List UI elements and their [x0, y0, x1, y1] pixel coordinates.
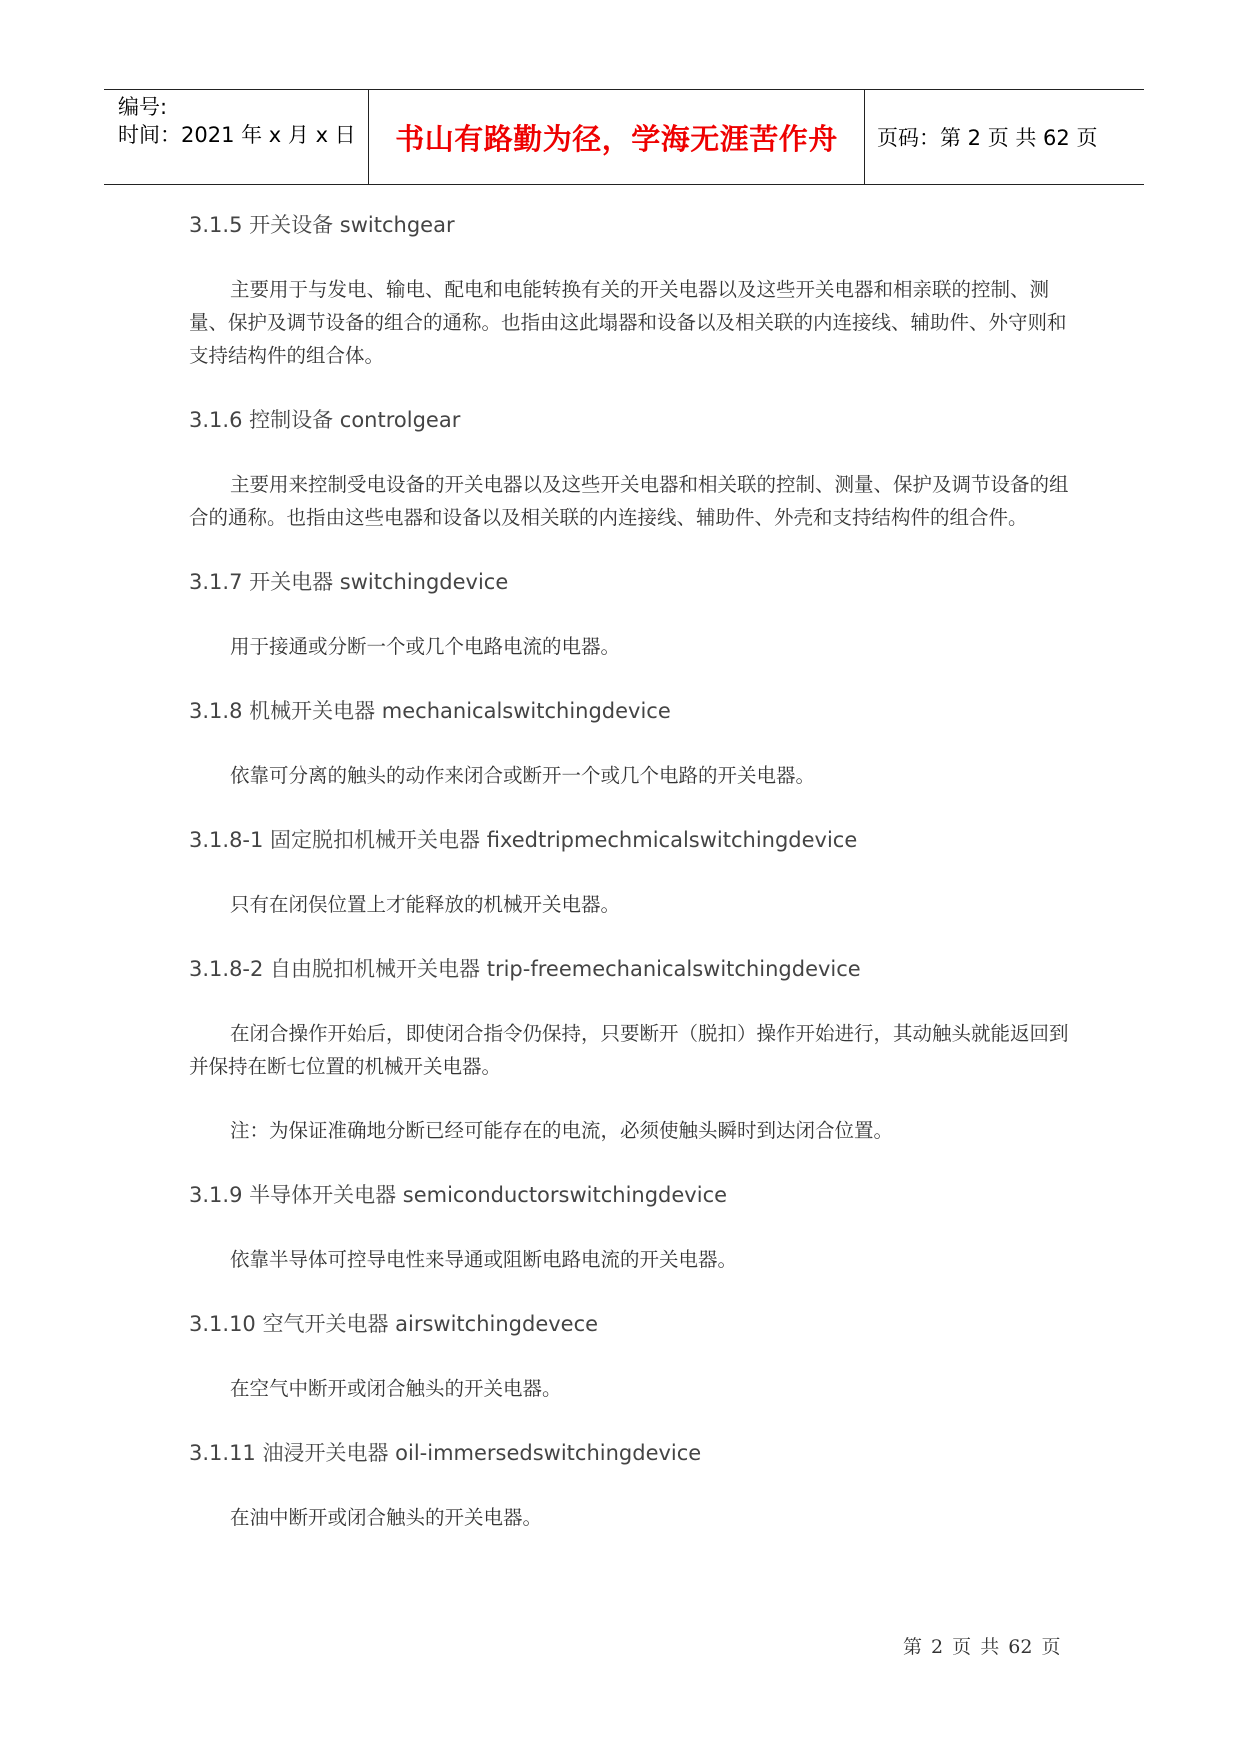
page-footer: 第 2 页 共 62 页 [903, 1636, 1061, 1658]
paragraph: 只有在闭俣位置上才能释放的机械开关电器。 [230, 893, 621, 916]
section-heading: 3.1.11 油浸开关电器 oil-immersedswitchingdevice [189, 1441, 702, 1465]
section-heading: 3.1.8 机械开关电器 mechanicalswitchingdevice [189, 699, 671, 723]
document-header [104, 89, 1144, 185]
section-heading: 3.1.6 控制设备 controlgear [189, 408, 461, 432]
paragraph: 依靠可分离的触头的动作来闭合或断开一个或几个电路的开关电器。 [230, 764, 816, 787]
paragraph: 依靠半导体可控导电性来导通或阻断电路电流的开关电器。 [230, 1248, 738, 1271]
header-motto-cell [368, 90, 865, 184]
paragraph: 在空气中断开或闭合触头的开关电器。 [230, 1377, 562, 1400]
header-meta-cell [104, 90, 368, 184]
section-heading: 3.1.8-1 固定脱扣机械开关电器 fixedtripmechmicalswitchingdevice [189, 828, 858, 852]
paragraph: 主要用于与发电、输电、配电和电能转换有关的开关电器以及这些开关电器和相亲联的控制、测量、保护及调节设备的组合的通称。也指由这此塌器和设备以及相关联的内连接线、辅助件、外守则和支持结构件的组合体。 [189, 278, 1067, 367]
section [189, 823, 1069, 952]
document-body [189, 208, 1069, 1534]
section [189, 208, 1069, 403]
paragraph: 主要用来控制受电设备的开关电器以及这些开关电器和相关联的控制、测量、保护及调节设备的组合的通称。也指由这些电器和设备以及相关联的内连接线、辅助件、外壳和支持结构件的组合件。 [189, 473, 1069, 529]
paragraph: 用于接通或分断一个或几个电路电流的电器。 [230, 635, 621, 658]
section-heading: 3.1.7 开关电器 switchingdevice [189, 570, 509, 594]
section [189, 952, 1069, 1178]
section-heading: 3.1.8-2 自由脱扣机械开关电器 trip-freemechanicalswitchingdevice [189, 957, 861, 981]
header-page-cell [865, 90, 1144, 184]
time-label: 时间：2021 年 x 月 x 日 [118, 123, 356, 147]
paragraph: 在闭合操作开始后，即使闭合指令仍保持，只要断开（脱扣）操作开始进行，其动触头就能返回到并保持在断七位置的机械开关电器。 [189, 1022, 1069, 1078]
section [189, 1307, 1069, 1436]
note-paragraph: 注：为保证准确地分断已经可能存在的电流，必须使触头瞬时到达闭合位置。 [230, 1119, 894, 1142]
header-page-code: 页码：第 2 页 共 62 页 [877, 126, 1098, 150]
section [189, 694, 1069, 823]
section-heading: 3.1.5 开关设备 switchgear [189, 213, 455, 237]
section [189, 565, 1069, 694]
section-heading: 3.1.9 半导体开关电器 semiconductorswitchingdevice [189, 1183, 728, 1207]
header-motto: 书山有路勤为径，学海无涯苦作舟 [395, 121, 838, 156]
section [189, 1436, 1069, 1534]
paragraph: 在油中断开或闭合触头的开关电器。 [230, 1506, 543, 1529]
section [189, 1178, 1069, 1307]
number-label: 编号: [118, 95, 168, 119]
section-heading: 3.1.10 空气开关电器 airswitchingdevece [189, 1312, 599, 1336]
section [189, 403, 1069, 565]
